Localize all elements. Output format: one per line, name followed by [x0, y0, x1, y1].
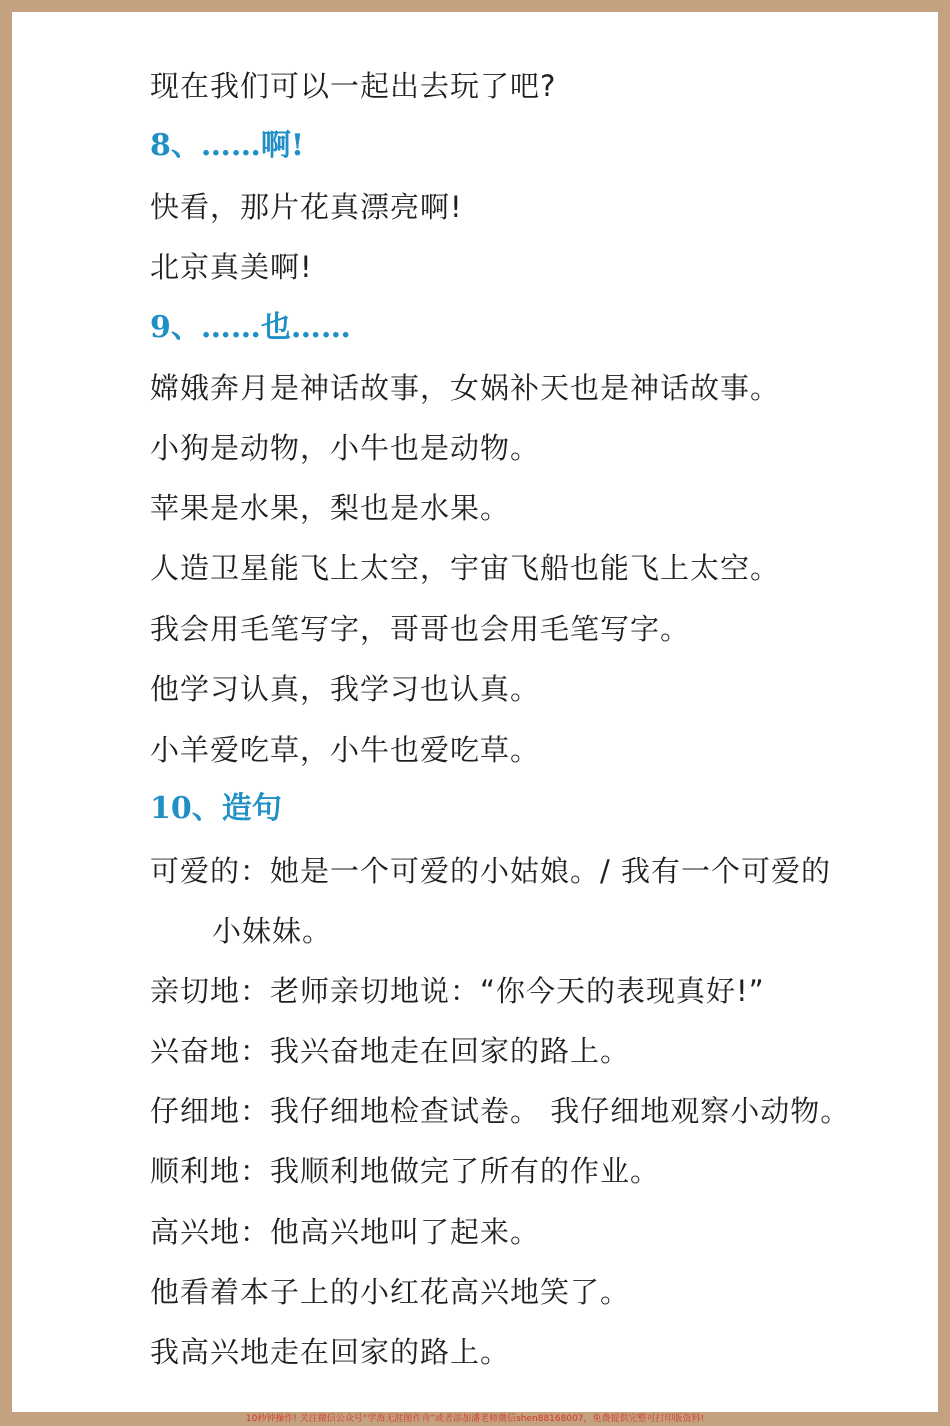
sentence-line: 快看，那片花真漂亮啊! — [150, 190, 463, 224]
sentence-line: 兴奋地：我兴奋地走在回家的路上。 — [150, 1034, 631, 1068]
sentence-line: 仔细地：我仔细地检查试卷。 我仔细地观察小动物。 — [150, 1094, 851, 1128]
sentence-line: 人造卫星能飞上太空，宇宙飞船也能飞上太空。 — [150, 551, 781, 585]
sentence-line: 小羊爱吃草，小牛也爱吃草。 — [150, 733, 541, 767]
sentence-line: 他学习认真，我学习也认真。 — [150, 672, 541, 706]
sentence-line: 北京真美啊! — [150, 250, 313, 284]
sentence-line: 顺利地：我顺利地做完了所有的作业。 — [150, 1154, 661, 1188]
section-heading-10: 10、造句 — [150, 791, 282, 826]
footer-watermark: 10秒钟操作! 关注微信公众号“学海无涯图作舟”或者添加潘老师微信shen88168007，免费提供完整可打印版资料! — [245, 1414, 705, 1424]
sentence-line: 可爱的：她是一个可爱的小姑娘。/ 我有一个可爱的 — [150, 854, 831, 888]
sentence-line: 嫦娥奔月是神话故事，女娲补天也是神话故事。 — [150, 371, 781, 405]
sentence-line: 我高兴地走在回家的路上。 — [150, 1335, 511, 1369]
sentence-line: 苹果是水果，梨也是水果。 — [150, 491, 511, 525]
section-heading-8: 8、……啊! — [150, 128, 305, 163]
sentence-line: 小狗是动物，小牛也是动物。 — [150, 431, 541, 465]
sentence-line-continuation: 小妹妹。 — [212, 914, 333, 948]
sentence-line: 我会用毛笔写字，哥哥也会用毛笔写字。 — [150, 612, 691, 646]
section-heading-9: 9、……也…… — [150, 310, 351, 345]
sentence-line: 他看着本子上的小红花高兴地笑了。 — [150, 1275, 631, 1309]
sentence-line: 现在我们可以一起出去玩了吧? — [150, 69, 557, 103]
sentence-line: 高兴地：他高兴地叫了起来。 — [150, 1215, 541, 1249]
sentence-line: 亲切地：老师亲切地说：“你今天的表现真好!” — [150, 974, 765, 1008]
